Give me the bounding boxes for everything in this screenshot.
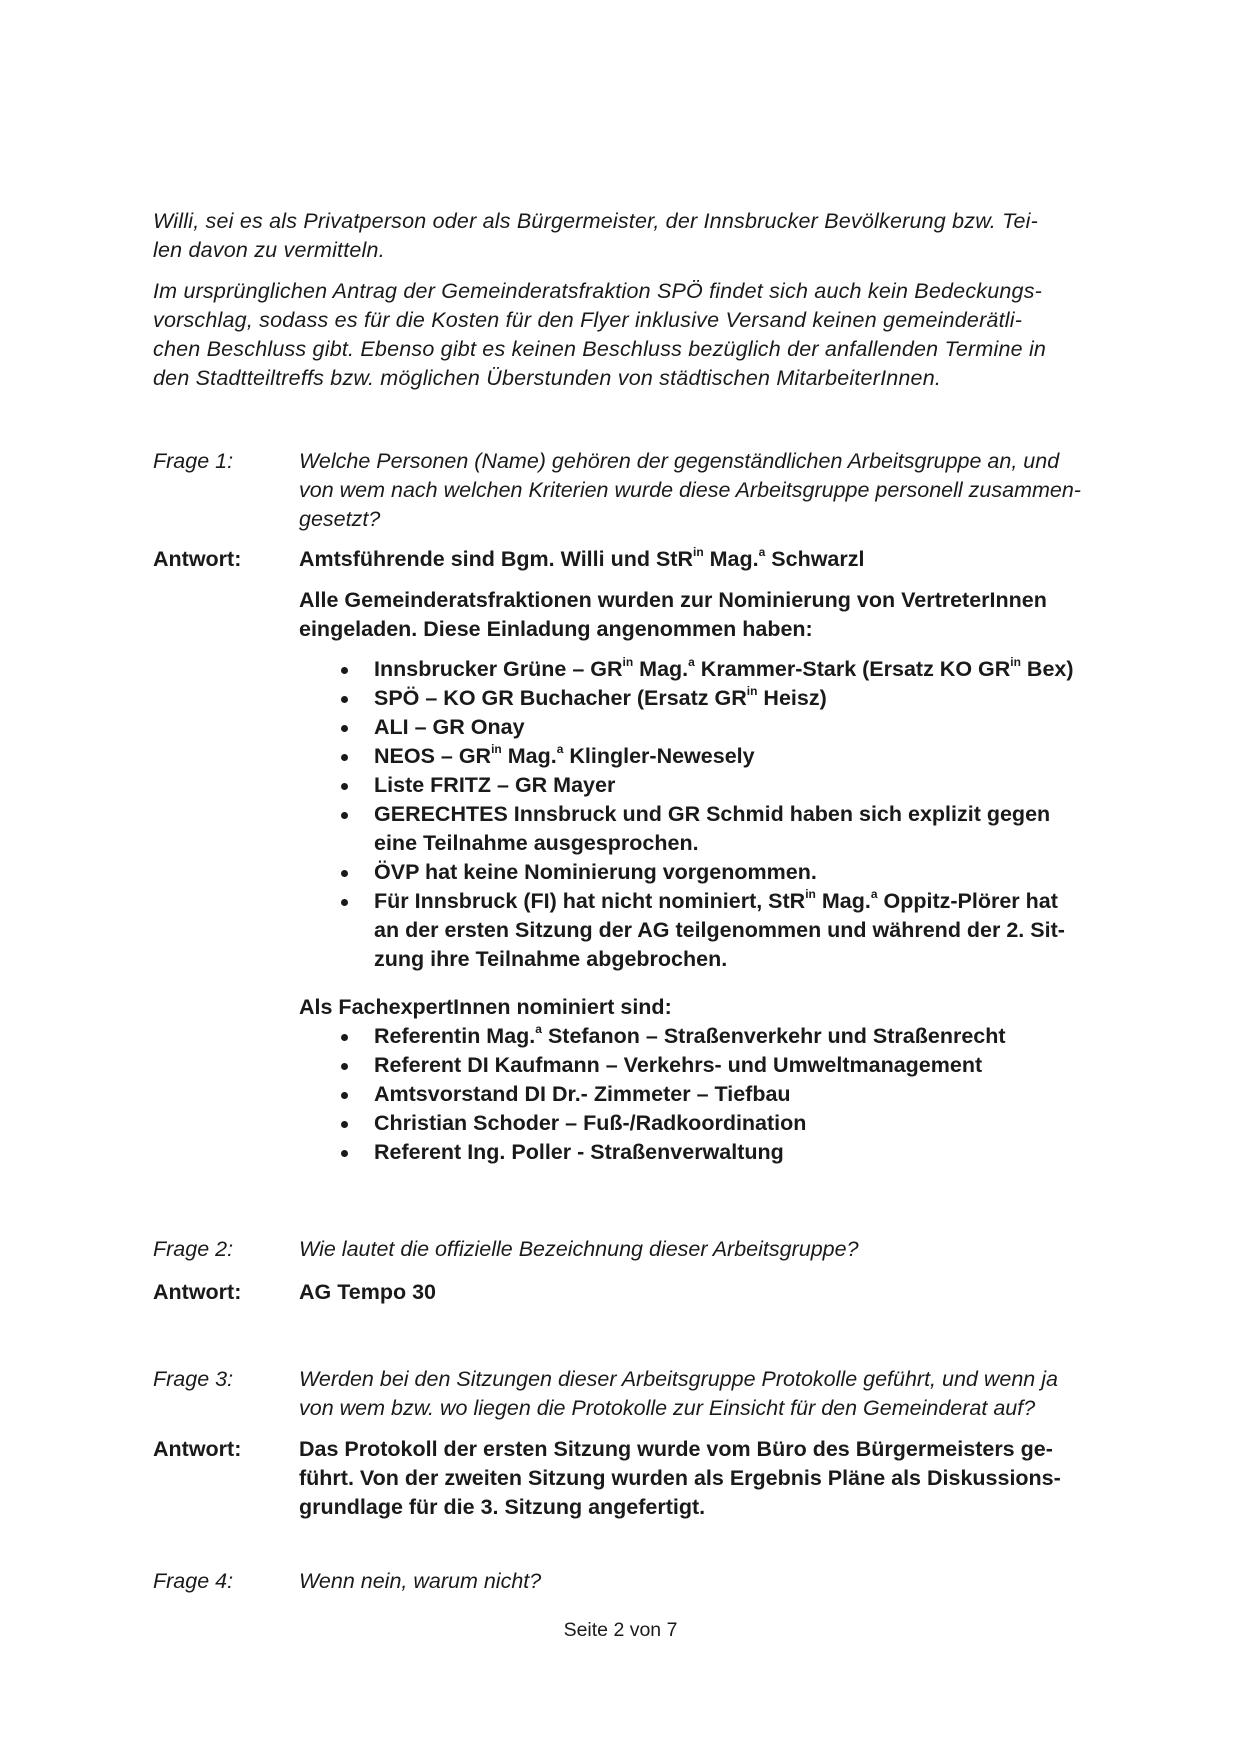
text-span: Heisz) bbox=[757, 686, 827, 710]
text-line: eine Teilnahme ausgesprochen. bbox=[374, 831, 699, 855]
text-line: eingeladen. Diese Einladung angenommen haben: bbox=[299, 617, 813, 641]
text-line: von wem bzw. wo liegen die Protokolle zur Einsicht für den Gemeinderat auf? bbox=[299, 1396, 1036, 1420]
text-span: Innsbrucker Grüne – GR bbox=[374, 657, 623, 681]
text-span: Für Innsbruck (FI) hat nicht nominiert, StR bbox=[374, 889, 806, 913]
text-line: führt. Von der zweiten Sitzung wurden als Ergebnis Pläne als Diskussions- bbox=[299, 1466, 1061, 1490]
list-item bbox=[299, 1022, 1129, 1051]
text-span: Schwarzl bbox=[765, 547, 865, 571]
superscript: in bbox=[622, 654, 634, 669]
bullet-icon bbox=[341, 754, 348, 761]
answer-label: Antwort: bbox=[153, 1280, 242, 1304]
text-span: Stefanon – Straßenverkehr und Straßenrecht bbox=[541, 1024, 1006, 1048]
experts-list bbox=[299, 1022, 1129, 1167]
list-item bbox=[299, 655, 1129, 684]
text-line: GERECHTES Innsbruck und GR Schmid haben sich explizit gegen bbox=[374, 802, 1051, 826]
list-item bbox=[299, 742, 1129, 771]
text-span: Referent DI Kaufmann – Verkehrs- und Umweltmanagement bbox=[374, 1053, 983, 1077]
text-line: vorschlag, sodass es für die Kosten für den Flyer inklusive Versand keinen gemeinderätli- bbox=[153, 308, 1023, 332]
answer-label: Antwort: bbox=[153, 547, 242, 571]
text-line: von wem nach welchen Kriterien wurde diese Arbeitsgruppe personell zusammen- bbox=[299, 478, 1081, 502]
list-item bbox=[299, 1138, 1129, 1167]
answer-text bbox=[299, 1435, 1129, 1522]
text-span: Referentin Mag. bbox=[374, 1024, 536, 1048]
text-line: gesetzt? bbox=[299, 507, 381, 531]
list-item bbox=[299, 887, 1129, 974]
superscript: in bbox=[692, 544, 704, 559]
page-number: Seite 2 von 7 bbox=[563, 1619, 678, 1641]
question-label: Frage 4: bbox=[153, 1569, 234, 1593]
bullet-icon bbox=[341, 812, 348, 819]
text-span: NEOS – GR bbox=[374, 744, 492, 768]
superscript: in bbox=[491, 741, 502, 756]
text-span: Christian Schoder – Fuß-/Radkoordination bbox=[374, 1111, 807, 1135]
list-item bbox=[299, 1109, 1129, 1138]
text-span: Mag. bbox=[501, 744, 557, 768]
text-line: Im ursprünglichen Antrag der Gemeinderatsfraktion SPÖ findet sich auch kein Bedeckungs- bbox=[153, 279, 1043, 303]
text-span: ÖVP hat keine Nominierung vorgenommen. bbox=[374, 860, 817, 884]
question-label: Frage 2: bbox=[153, 1237, 234, 1261]
bullet-icon bbox=[341, 1121, 348, 1128]
superscript: a bbox=[870, 886, 878, 901]
text-span: Mag. bbox=[815, 889, 871, 913]
bullet-icon bbox=[341, 870, 348, 877]
text-line: Das Protokoll der ersten Sitzung wurde vom Büro des Bürgermeisters ge- bbox=[299, 1437, 1053, 1461]
text-line: Welche Personen (Name) gehören der gegenständlichen Arbeitsgruppe an, und bbox=[299, 449, 1060, 473]
text-line bbox=[374, 887, 1129, 916]
question-text bbox=[299, 1365, 1129, 1423]
superscript: a bbox=[556, 741, 564, 756]
text-span: Mag. bbox=[633, 657, 689, 681]
bullet-icon bbox=[341, 783, 348, 790]
question-label: Frage 3: bbox=[153, 1367, 234, 1391]
text-line: grundlage für die 3. Sitzung angefertigt. bbox=[299, 1495, 706, 1519]
bullet-icon bbox=[341, 1063, 348, 1070]
text-span: Liste FRITZ – GR Mayer bbox=[374, 773, 616, 797]
text-span: Klingler-Newesely bbox=[563, 744, 755, 768]
experts-heading: Als FachexpertInnen nominiert sind: bbox=[299, 995, 672, 1019]
text-span: ALI – GR Onay bbox=[374, 715, 525, 739]
text-span: SPÖ – KO GR Buchacher (Ersatz GR bbox=[374, 686, 747, 710]
invitation-text bbox=[299, 586, 1129, 644]
intro-paragraph-1 bbox=[153, 207, 1133, 265]
text-line: Werden bei den Sitzungen dieser Arbeitsgruppe Protokolle geführt, und wenn ja bbox=[299, 1367, 1058, 1391]
text-span: Amtsführende sind Bgm. Willi und StR bbox=[299, 547, 693, 571]
bullet-icon bbox=[341, 1034, 348, 1041]
text-span: Krammer-Stark (Ersatz KO GR bbox=[694, 657, 1011, 681]
superscript: in bbox=[746, 683, 758, 698]
superscript: in bbox=[805, 886, 816, 901]
list-item bbox=[299, 713, 1129, 742]
list-item bbox=[299, 1080, 1129, 1109]
question-label: Frage 1: bbox=[153, 449, 234, 473]
superscript: a bbox=[535, 1021, 542, 1036]
list-item bbox=[299, 800, 1129, 858]
text-line: len davon zu vermitteln. bbox=[153, 238, 385, 262]
faction-list bbox=[299, 655, 1129, 974]
text-line: zung ihre Teilnahme abgebrochen. bbox=[374, 947, 728, 971]
list-item bbox=[299, 858, 1129, 887]
list-item bbox=[299, 771, 1129, 800]
superscript: a bbox=[688, 654, 695, 669]
superscript: a bbox=[758, 544, 766, 559]
question-text: Wenn nein, warum nicht? bbox=[299, 1569, 542, 1593]
text-line: Alle Gemeinderatsfraktionen wurden zur Nominierung von VertreterInnen bbox=[299, 588, 1047, 612]
text-span: Mag. bbox=[703, 547, 759, 571]
text-line: Willi, sei es als Privatperson oder als Bürgermeister, der Innsbrucker Bevölkerung bzw. Tei- bbox=[153, 209, 1038, 233]
text-line: den Stadtteiltreffs bzw. möglichen Überstunden von städtischen MitarbeiterInnen. bbox=[153, 366, 942, 390]
answer-text bbox=[299, 545, 1129, 574]
text-line: chen Beschluss gibt. Ebenso gibt es keinen Beschluss bezüglich der anfallenden Termine in bbox=[153, 337, 1047, 361]
list-item bbox=[299, 684, 1129, 713]
text-span: Amtsvorstand DI Dr.- Zimmeter – Tiefbau bbox=[374, 1082, 791, 1106]
bullet-icon bbox=[341, 1150, 348, 1157]
bullet-icon bbox=[341, 1092, 348, 1099]
superscript: in bbox=[1010, 654, 1021, 669]
bullet-icon bbox=[341, 667, 348, 674]
bullet-icon bbox=[341, 725, 348, 732]
question-text bbox=[299, 447, 1129, 534]
bullet-icon bbox=[341, 696, 348, 703]
list-item bbox=[299, 1051, 1129, 1080]
question-text: Wie lautet die offizielle Bezeichnung dieser Arbeitsgruppe? bbox=[299, 1237, 859, 1261]
bullet-icon bbox=[341, 899, 348, 906]
text-line: an der ersten Sitzung der AG teilgenommen und während der 2. Sit- bbox=[374, 918, 1065, 942]
answer-text: AG Tempo 30 bbox=[299, 1280, 436, 1304]
intro-paragraph-2 bbox=[153, 277, 1133, 393]
text-span: Bex) bbox=[1020, 657, 1074, 681]
text-span: Oppitz-Plörer hat bbox=[877, 889, 1058, 913]
answer-label: Antwort: bbox=[153, 1437, 242, 1461]
text-span: Referent Ing. Poller - Straßenverwaltung bbox=[374, 1140, 784, 1164]
